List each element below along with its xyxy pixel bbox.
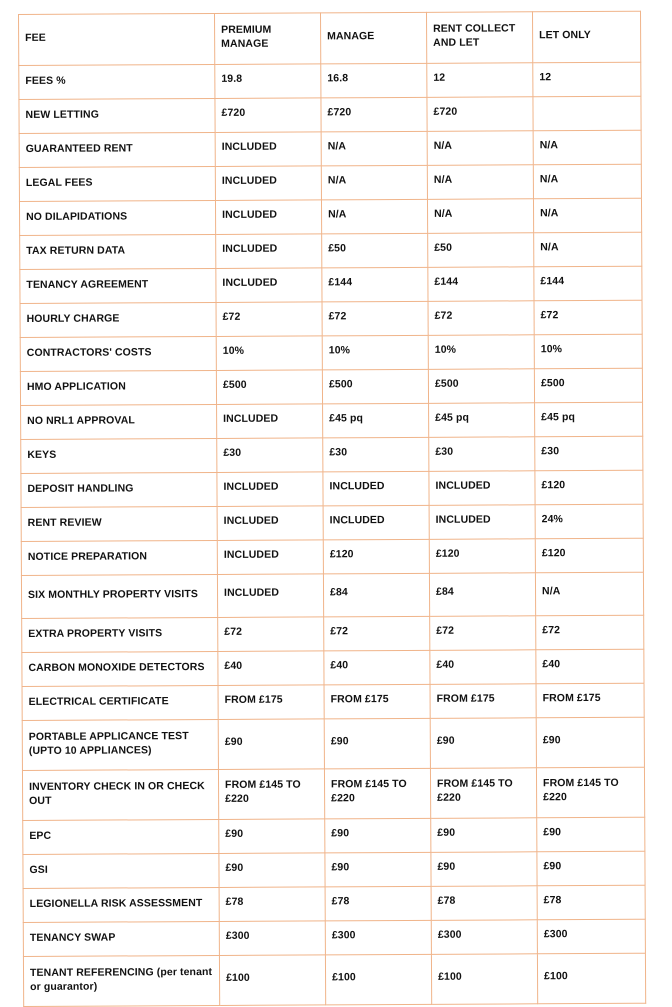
fee-schedule-sheet xyxy=(18,11,645,993)
fee-value-rent-collect-and-let: FROM £175 xyxy=(430,684,536,719)
table-row xyxy=(23,851,645,888)
column-header-fee: FEE xyxy=(19,13,215,65)
fee-value-premium-manage: £30 xyxy=(217,438,323,473)
table-header-row xyxy=(19,11,641,65)
fee-value-let-only: £90 xyxy=(537,817,645,852)
fee-value-manage: INCLUDED xyxy=(323,471,429,506)
fee-label: CONTRACTORS' COSTS xyxy=(20,336,216,371)
fee-label: NO NRL1 APPROVAL xyxy=(21,404,217,439)
fee-value-premium-manage: INCLUDED xyxy=(217,506,323,541)
fee-value-let-only: £120 xyxy=(535,470,643,505)
fee-label: HOURLY CHARGE xyxy=(20,302,216,337)
column-header-manage: MANAGE xyxy=(320,12,426,64)
column-header-rent-collect-and-let: RENT COLLECT AND LET xyxy=(426,12,532,64)
fee-value-manage: £50 xyxy=(322,233,428,268)
fee-value-rent-collect-and-let: £90 xyxy=(431,852,537,887)
fee-value-premium-manage: £500 xyxy=(216,370,322,405)
fee-label: DEPOSIT HANDLING xyxy=(21,472,217,507)
fee-label: KEYS xyxy=(21,438,217,473)
fee-value-rent-collect-and-let: £500 xyxy=(428,369,534,404)
table-row xyxy=(21,402,643,439)
fee-value-manage: £300 xyxy=(325,920,431,955)
fee-value-let-only: FROM £145 TO £220 xyxy=(536,767,644,818)
fee-value-manage: £78 xyxy=(325,886,431,921)
fee-value-premium-manage: FROM £175 xyxy=(218,685,324,720)
table-row xyxy=(22,649,644,686)
fee-value-rent-collect-and-let: £120 xyxy=(429,539,535,574)
fee-value-let-only: £40 xyxy=(536,649,644,684)
fee-value-manage: £40 xyxy=(324,650,430,685)
fee-value-rent-collect-and-let: 10% xyxy=(428,335,534,370)
fee-value-manage: £72 xyxy=(322,301,428,336)
fee-value-premium-manage: £300 xyxy=(219,921,325,956)
fee-value-premium-manage: INCLUDED xyxy=(217,574,323,618)
fee-value-manage: N/A xyxy=(321,199,427,234)
fee-value-manage: £90 xyxy=(325,818,431,853)
fee-value-let-only: £72 xyxy=(534,300,642,335)
fee-value-premium-manage: INCLUDED xyxy=(216,234,322,269)
fee-value-manage: £500 xyxy=(322,369,428,404)
fee-value-rent-collect-and-let: £100 xyxy=(431,954,537,1005)
fee-label: PORTABLE APPLICANCE TEST (UPTO 10 APPLIANCES) xyxy=(22,719,218,770)
fee-value-premium-manage: INCLUDED xyxy=(215,132,321,167)
fee-value-premium-manage: INCLUDED xyxy=(215,200,321,235)
fee-value-let-only: FROM £175 xyxy=(536,683,644,718)
fee-value-let-only: £72 xyxy=(536,615,644,650)
fee-value-manage: N/A xyxy=(321,165,427,200)
fee-label: ELECTRICAL CERTIFICATE xyxy=(22,685,218,720)
fee-value-manage: £30 xyxy=(323,437,429,472)
fee-label: TAX RETURN DATA xyxy=(20,234,216,269)
fee-value-manage: £120 xyxy=(323,539,429,574)
table-row xyxy=(23,885,645,922)
fee-value-manage: 10% xyxy=(322,335,428,370)
fee-value-rent-collect-and-let: £50 xyxy=(428,233,534,268)
fee-value-premium-manage: INCLUDED xyxy=(215,166,321,201)
fee-value-manage: N/A xyxy=(321,131,427,166)
fee-value-premium-manage: INCLUDED xyxy=(217,472,323,507)
fee-label: TENANCY AGREEMENT xyxy=(20,268,216,303)
fee-value-premium-manage: INCLUDED xyxy=(216,268,322,303)
column-header-premium-manage: PREMIUM MANAGE xyxy=(214,13,320,65)
fee-value-rent-collect-and-let: 12 xyxy=(427,63,533,98)
table-row xyxy=(21,470,643,507)
fee-value-premium-manage: £90 xyxy=(219,853,325,888)
fee-value-premium-manage: £72 xyxy=(216,302,322,337)
fee-label: EXTRA PROPERTY VISITS xyxy=(22,617,218,652)
fee-value-rent-collect-and-let: £40 xyxy=(430,650,536,685)
fee-label: LEGAL FEES xyxy=(19,166,215,201)
table-row xyxy=(20,232,642,269)
fee-value-let-only: £90 xyxy=(536,717,644,768)
fee-value-premium-manage: £720 xyxy=(215,98,321,133)
fee-value-rent-collect-and-let: FROM £145 TO £220 xyxy=(430,768,536,819)
fee-value-manage: £84 xyxy=(323,573,429,617)
table-row xyxy=(23,953,645,1006)
fee-label: LEGIONELLA RISK ASSESSMENT xyxy=(23,887,219,922)
fee-value-rent-collect-and-let: £90 xyxy=(430,718,536,769)
fee-value-let-only: £100 xyxy=(537,953,645,1004)
fee-value-premium-manage: £100 xyxy=(219,955,325,1006)
fee-value-premium-manage: £78 xyxy=(219,887,325,922)
fee-label: TENANT REFERENCING (per tenant or guarantor) xyxy=(23,955,219,1006)
table-row xyxy=(22,767,644,820)
fee-value-premium-manage: £90 xyxy=(219,819,325,854)
fee-value-let-only xyxy=(533,96,641,131)
fee-value-let-only: £120 xyxy=(535,538,643,573)
table-row xyxy=(19,62,641,99)
fee-label: NEW LETTING xyxy=(19,98,215,133)
fee-label: SIX MONTHLY PROPERTY VISITS xyxy=(21,574,217,618)
table-row xyxy=(19,198,641,235)
fee-value-let-only: N/A xyxy=(533,164,641,199)
fee-value-let-only: £78 xyxy=(537,885,645,920)
fee-value-rent-collect-and-let: £72 xyxy=(430,616,536,651)
fee-label: NO DILAPIDATIONS xyxy=(19,200,215,235)
fee-value-premium-manage: 10% xyxy=(216,336,322,371)
fee-value-let-only: N/A xyxy=(533,130,641,165)
fee-value-rent-collect-and-let: N/A xyxy=(427,199,533,234)
fee-value-rent-collect-and-let: £30 xyxy=(429,437,535,472)
fee-label: TENANCY SWAP xyxy=(23,921,219,956)
fee-value-manage: £90 xyxy=(324,718,430,769)
fee-value-manage: £72 xyxy=(324,616,430,651)
fee-value-let-only: £30 xyxy=(535,436,643,471)
fee-value-let-only: £45 pq xyxy=(535,402,643,437)
fee-value-premium-manage: £72 xyxy=(218,617,324,652)
fee-label: HMO APPLICATION xyxy=(20,370,216,405)
fee-value-manage: £144 xyxy=(322,267,428,302)
table-row xyxy=(22,683,644,720)
fee-value-rent-collect-and-let: £84 xyxy=(429,573,535,617)
table-row xyxy=(21,572,643,618)
table-row xyxy=(20,300,642,337)
fee-value-premium-manage: £40 xyxy=(218,651,324,686)
table-row xyxy=(20,334,642,371)
fee-value-let-only: 12 xyxy=(533,62,641,97)
fee-value-rent-collect-and-let: N/A xyxy=(427,165,533,200)
fee-value-premium-manage: FROM £145 TO £220 xyxy=(218,769,324,820)
fee-value-premium-manage: 19.8 xyxy=(215,64,321,99)
table-row xyxy=(19,164,641,201)
table-row xyxy=(21,436,643,473)
fee-label: RENT REVIEW xyxy=(21,506,217,541)
fee-value-let-only: £90 xyxy=(537,851,645,886)
table-row xyxy=(21,538,643,575)
fee-value-rent-collect-and-let: INCLUDED xyxy=(429,471,535,506)
fee-value-let-only: N/A xyxy=(533,198,641,233)
fee-label: NOTICE PREPARATION xyxy=(21,540,217,575)
fee-label: CARBON MONOXIDE DETECTORS xyxy=(22,651,218,686)
table-row xyxy=(21,504,643,541)
fee-table xyxy=(18,11,646,1007)
fee-value-manage: FROM £175 xyxy=(324,684,430,719)
fee-label: GSI xyxy=(23,853,219,888)
fee-value-rent-collect-and-let: £720 xyxy=(427,97,533,132)
fee-value-rent-collect-and-let: £90 xyxy=(431,818,537,853)
fee-label: GUARANTEED RENT xyxy=(19,132,215,167)
fee-value-rent-collect-and-let: £300 xyxy=(431,920,537,955)
fee-value-premium-manage: INCLUDED xyxy=(217,540,323,575)
fee-value-manage: £720 xyxy=(321,97,427,132)
fee-value-manage: £90 xyxy=(325,852,431,887)
fee-value-premium-manage: £90 xyxy=(218,719,324,770)
table-row xyxy=(20,368,642,405)
fee-value-let-only: 24% xyxy=(535,504,643,539)
fee-value-manage: £100 xyxy=(325,954,431,1005)
table-row xyxy=(22,615,644,652)
fee-value-rent-collect-and-let: N/A xyxy=(427,131,533,166)
table-row xyxy=(23,919,645,956)
fee-value-premium-manage: INCLUDED xyxy=(217,404,323,439)
fee-label: EPC xyxy=(23,819,219,854)
table-row xyxy=(19,96,641,133)
fee-value-rent-collect-and-let: INCLUDED xyxy=(429,505,535,540)
fee-value-let-only: £144 xyxy=(534,266,642,301)
fee-label: FEES % xyxy=(19,64,215,99)
fee-value-manage: £45 pq xyxy=(323,403,429,438)
fee-value-let-only: N/A xyxy=(535,572,643,616)
fee-value-let-only: £500 xyxy=(534,368,642,403)
fee-value-let-only: £300 xyxy=(537,919,645,954)
table-row xyxy=(23,817,645,854)
fee-value-manage: 16.8 xyxy=(321,63,427,98)
table-row xyxy=(19,130,641,167)
column-header-let-only: LET ONLY xyxy=(532,11,640,63)
fee-label: INVENTORY CHECK IN OR CHECK OUT xyxy=(22,769,218,820)
fee-value-let-only: N/A xyxy=(534,232,642,267)
fee-value-rent-collect-and-let: £78 xyxy=(431,886,537,921)
fee-value-manage: INCLUDED xyxy=(323,505,429,540)
fee-value-rent-collect-and-let: £72 xyxy=(428,301,534,336)
table-row xyxy=(20,266,642,303)
fee-value-manage: FROM £145 TO £220 xyxy=(324,768,430,819)
table-row xyxy=(22,717,644,770)
fee-value-let-only: 10% xyxy=(534,334,642,369)
fee-value-rent-collect-and-let: £45 pq xyxy=(429,403,535,438)
fee-value-rent-collect-and-let: £144 xyxy=(428,267,534,302)
